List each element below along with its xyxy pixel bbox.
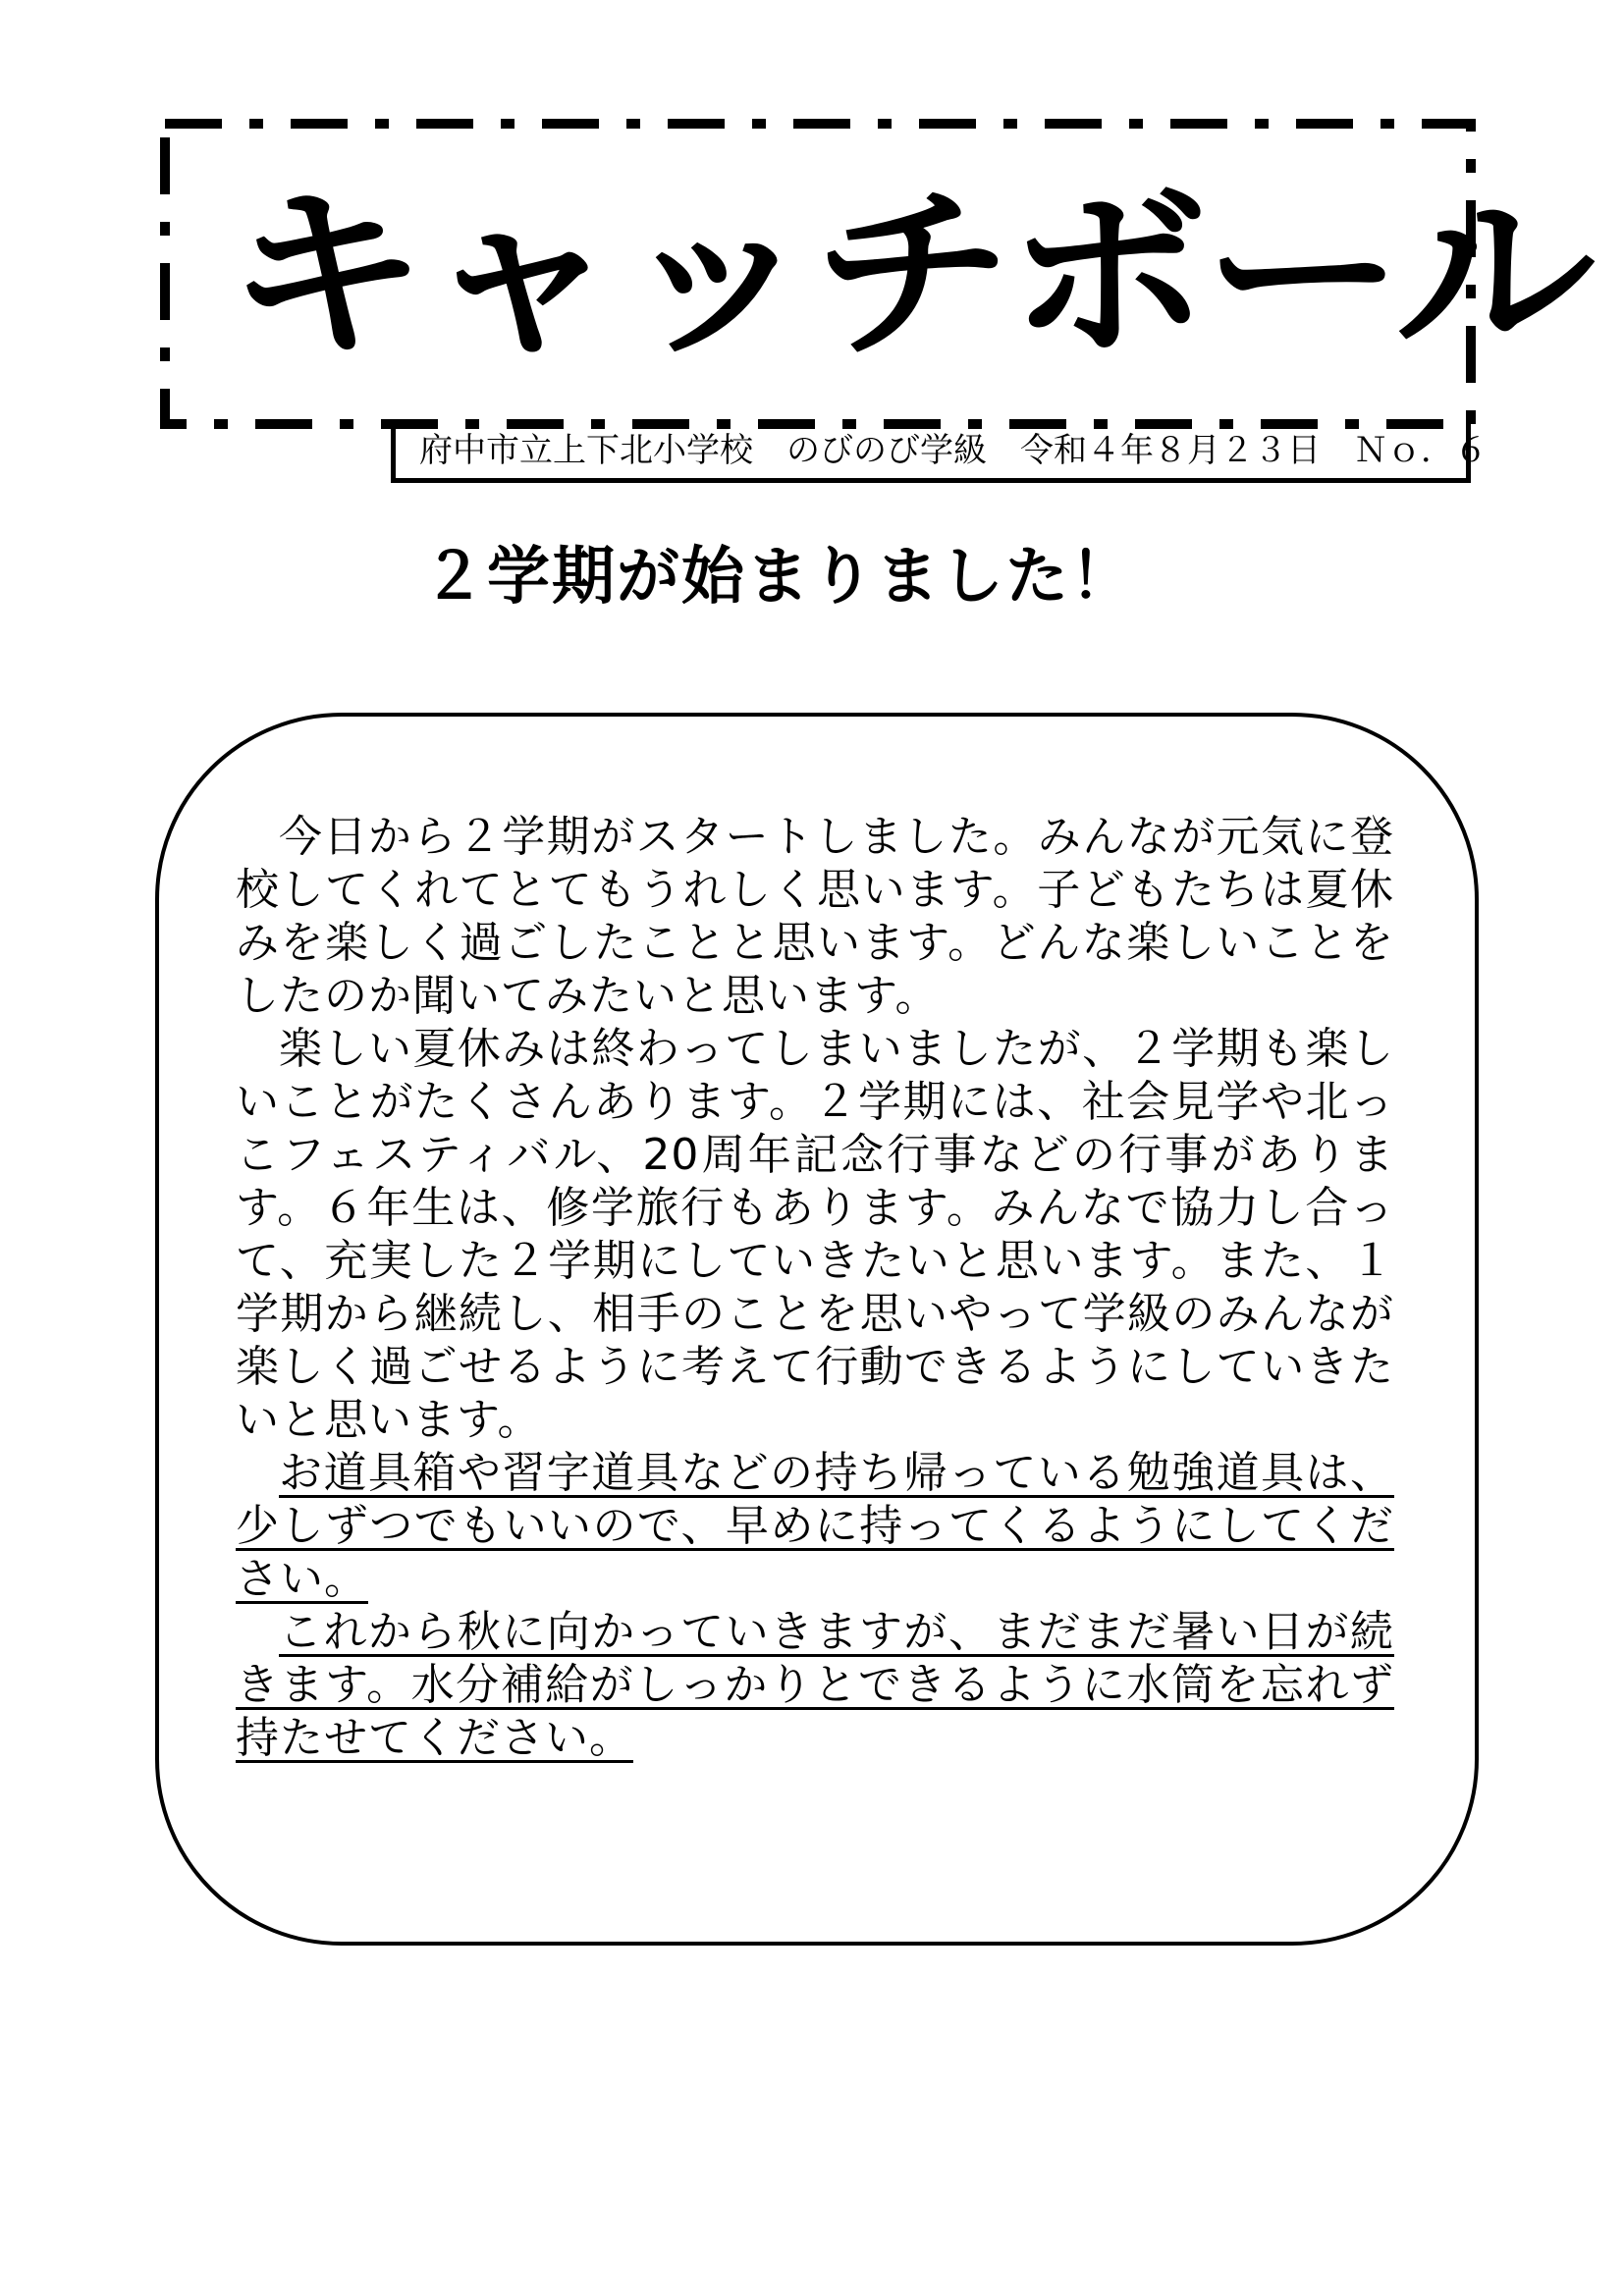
message-body <box>236 811 1394 1765</box>
message-paragraph-underlined <box>236 1447 1394 1606</box>
issue-info: 府中市立上下北小学校 のびのび学級 令和４年８月２３日 Ｎｏ．６ <box>419 431 1488 470</box>
message-paragraph: 楽しい夏休みは終わってしまいましたが、２学期も楽しいことがたくさんあります。２学期には、社会見学や北っこフェスティバル、20周年記念行事などの行事があります。６年生は、修学旅行もあります。みんなで協力し合って、充実した２学期にしていきたいと思います。また、１学期から継続し、相手のことを思いやって学級のみんなが楽しく過ごせるように考えて行動できるようにしていきたいと思います。 <box>236 1024 1394 1445</box>
issue-info-bar <box>391 422 1488 483</box>
newsletter-title: キャッチボール <box>226 168 1590 384</box>
message-paragraph: 今日から２学期がスタートしました。みんなが元気に登校してくれてとてもうれしく思います。子どもたちは夏休みを楽しく過ごしたことと思います。どんな楽しいことをしたのか聞いてみたいと思います。 <box>236 812 1394 1021</box>
underlined-text: お道具箱や習字道具などの持ち帰っている勉強道具は、少しずつでもいいので、早めに持ってくるようにしてください。 <box>236 1448 1394 1604</box>
message-paragraph-underlined <box>236 1606 1394 1765</box>
underlined-text: これから秋に向かっていきますが、まだまだ暑い日が続きます。水分補給がしっかりとできるように水筒を忘れず持たせてください。 <box>236 1607 1394 1763</box>
article-headline: ２学期が始まりました！ <box>422 541 1135 614</box>
